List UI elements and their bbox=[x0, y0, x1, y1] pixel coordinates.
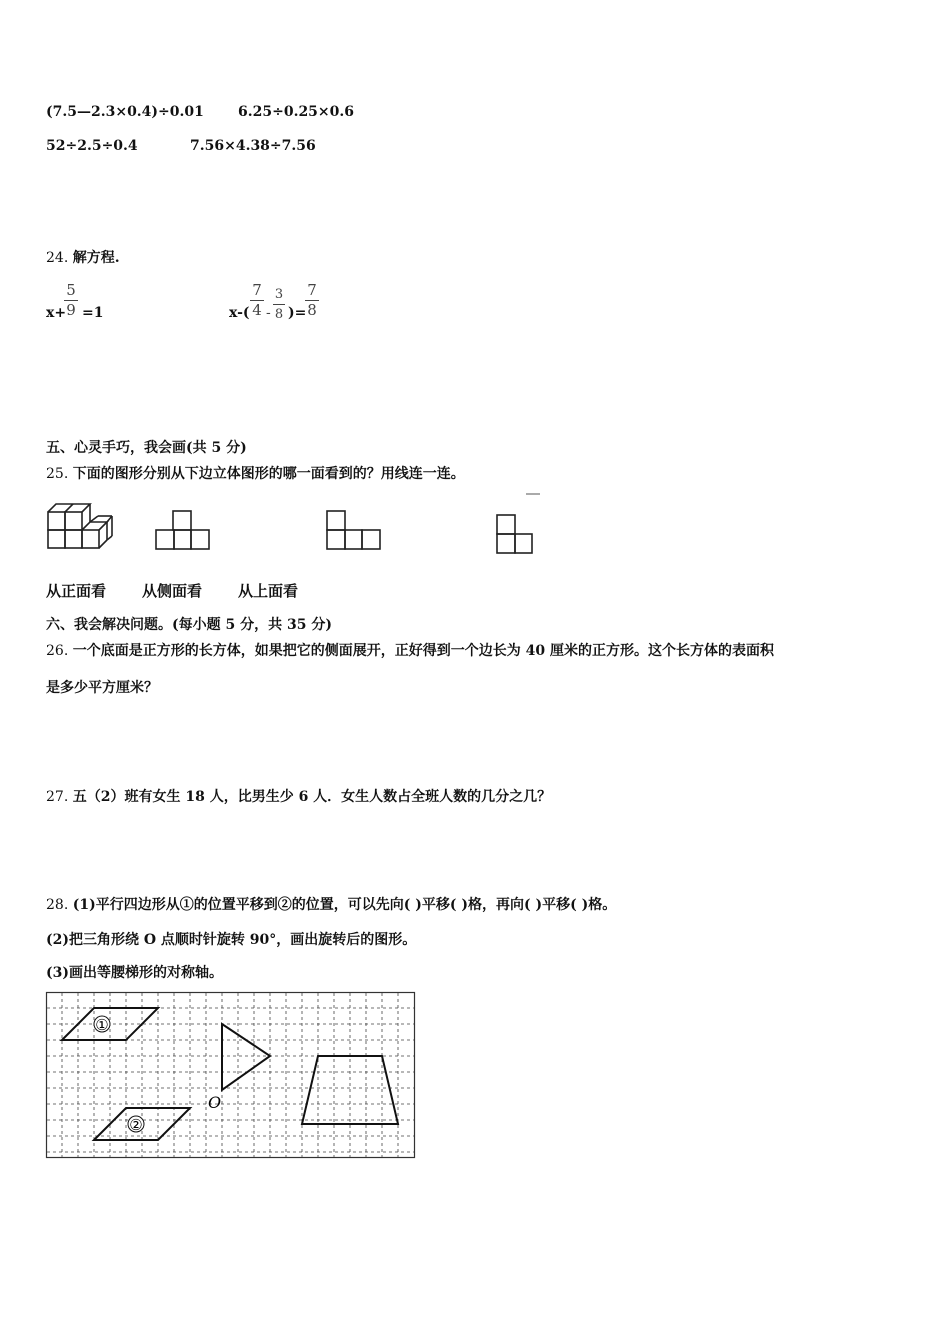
q24-title: 解方程. bbox=[72, 250, 120, 266]
solid-figure bbox=[46, 500, 118, 552]
shape-2-label: ② bbox=[129, 1116, 143, 1134]
q28-number: 28. bbox=[46, 897, 69, 913]
q27-number: 27. bbox=[46, 789, 69, 805]
q27-line bbox=[46, 786, 551, 806]
eq2-f2-num: 3 bbox=[274, 287, 284, 302]
q26-line-1 bbox=[46, 640, 774, 660]
eq2-f3-den: 8 bbox=[307, 301, 317, 319]
eq2-close: )= bbox=[288, 305, 307, 321]
eq2-minus: - bbox=[266, 305, 271, 321]
eq2-fraction-1 bbox=[250, 282, 264, 319]
eq2-f1-den: 4 bbox=[252, 301, 262, 319]
q25-number: 25. bbox=[46, 466, 69, 482]
view-shape-1 bbox=[155, 510, 211, 550]
label-top-view: 从上面看 bbox=[238, 582, 299, 600]
calc-expr-4: 7.56×4.38÷7.56 bbox=[190, 138, 316, 154]
q25-text-line bbox=[46, 463, 465, 483]
q28-part-3: (3)画出等腰梯形的对称轴。 bbox=[46, 965, 223, 981]
eq1-fraction bbox=[64, 282, 78, 319]
q28-line-1 bbox=[46, 894, 616, 914]
calc-expr-1: (7.5—2.3×0.4)÷0.01 bbox=[46, 104, 204, 120]
q26-text-1: 一个底面是正方形的长方体，如果把它的侧面展开，正好得到一个边长为 40 厘米的正方形。这个长方体的表面积 bbox=[72, 643, 774, 659]
label-side-view: 从侧面看 bbox=[142, 582, 203, 600]
q27-text: 五（2）班有女生 18 人，比男生少 6 人．女生人数占全班人数的几分之几？ bbox=[72, 789, 552, 805]
view-shape-2 bbox=[326, 510, 382, 550]
q25-text: 下面的图形分别从下边立体图形的哪一面看到的？用线连一连。 bbox=[72, 466, 465, 482]
point-o-label: O bbox=[208, 1093, 222, 1112]
eq1-tail: =1 bbox=[82, 305, 104, 321]
section5-heading: 五、心灵手巧，我会画(共 5 分) bbox=[46, 440, 247, 456]
eq2-f1-num: 7 bbox=[252, 281, 262, 299]
q24-number: 24. bbox=[46, 250, 69, 266]
q26-number: 26. bbox=[46, 643, 69, 659]
eq2-f3-num: 7 bbox=[307, 281, 317, 299]
eq1-frac-den: 9 bbox=[66, 301, 76, 319]
shape-1-label: ① bbox=[95, 1016, 109, 1034]
q26-text-2: 是多少平方厘米？ bbox=[46, 680, 158, 696]
q28-grid bbox=[46, 992, 416, 1158]
view-shape-3 bbox=[496, 514, 536, 556]
eq1-frac-num: 5 bbox=[66, 281, 76, 299]
eq2-fraction-2 bbox=[273, 286, 285, 323]
eq2-fraction-3 bbox=[305, 282, 319, 319]
q24-heading bbox=[46, 247, 120, 267]
eq1-lead: x+ bbox=[46, 305, 67, 321]
q28-part-1: (1)平行四边形从①的位置平移到②的位置，可以先向( )平移( )格，再向( )平移( )格。 bbox=[72, 897, 617, 913]
calc-expr-3: 52÷2.5÷0.4 bbox=[46, 138, 138, 154]
eq2-lead: x-( bbox=[229, 305, 250, 321]
q28-part-2: (2)把三角形绕 O 点顺时针旋转 90°，画出旋转后的图形。 bbox=[46, 932, 417, 948]
label-front-view: 从正面看 bbox=[46, 582, 107, 600]
calc-expr-2: 6.25÷0.25×0.6 bbox=[238, 104, 355, 120]
section6-heading: 六、我会解决问题。(每小题 5 分，共 35 分) bbox=[46, 617, 332, 633]
eq2-f2-den: 8 bbox=[274, 307, 284, 322]
